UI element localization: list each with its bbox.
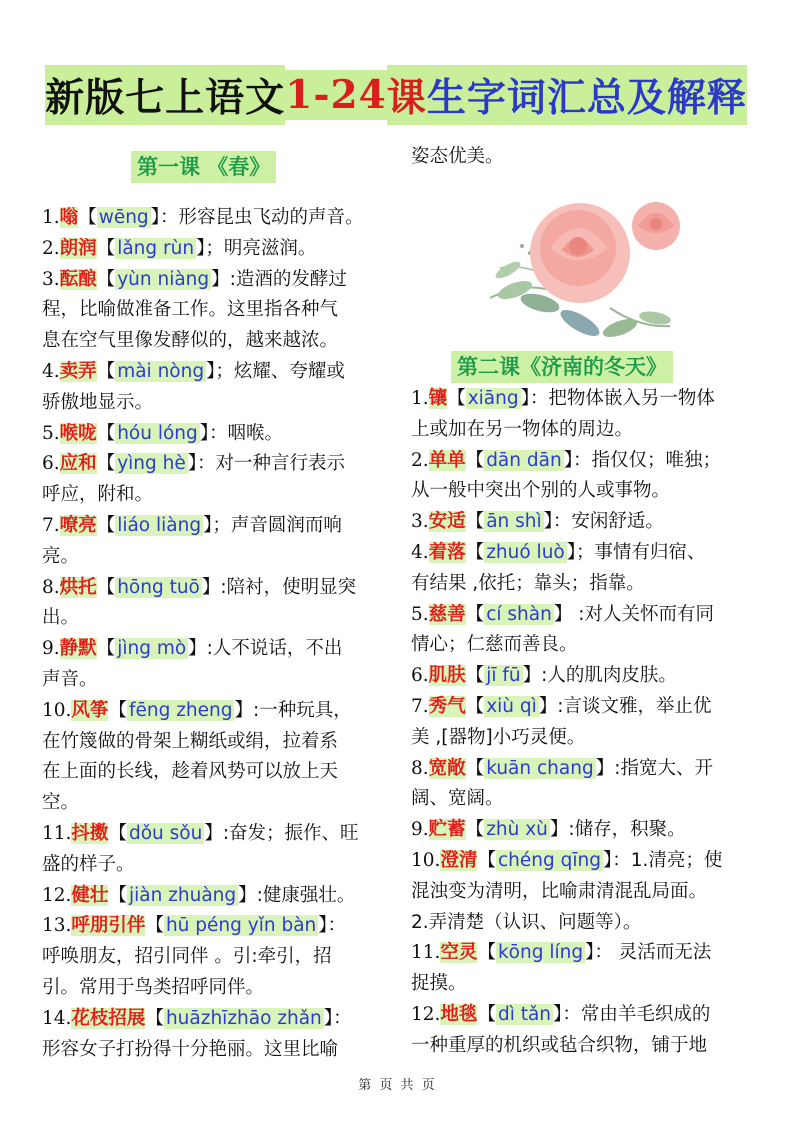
entry-pinyin: hōng tuō: [117, 576, 200, 598]
entry-number: 6.: [411, 665, 429, 687]
entry-number: 9.: [42, 638, 60, 660]
entry-pinyin: zhù xù: [486, 819, 548, 841]
entry-definition-line: 上或加在另一物体的周边。: [411, 418, 634, 440]
entry-word: 空灵: [440, 942, 478, 964]
rose-illustration: [470, 178, 720, 343]
entry-definition: ：1.清亮；使: [612, 850, 723, 871]
vocab-entry: 11.空灵【 kōng líng 】： 灵活而无法 捉摸。: [411, 938, 711, 1000]
vocab-entry: 4.卖弄【 mài nòng 】；炫耀、夸耀或 骄傲地显示。: [42, 357, 345, 419]
entry-word: 应和: [59, 453, 97, 475]
carryover-text: 姿态优美。: [411, 146, 504, 167]
vocab-entry: 1.镶【 xiāng 】：把物体嵌入另一物体 上或加在另一物体的周边。: [411, 384, 715, 446]
entry-definition-line: 阔、宽阔。: [411, 788, 504, 810]
entry-definition: ： 灵活而无法: [594, 942, 712, 964]
entry-definition-line: 骄傲地显示。: [42, 391, 154, 413]
entry-definition: ；声音圆润而响: [212, 515, 342, 536]
entry-pinyin: huāzhīzhāo zhǎn: [165, 1007, 322, 1029]
vocab-entry: 12.地毯【 dì tǎn 】：常由羊毛织成的 一种重厚的机织或毡合织物，铺于地: [411, 1000, 710, 1062]
entry-definition-line: 从一般中突出个别的人或事物。: [411, 480, 671, 502]
vocab-entry: 9.静默【 jìng mò 】:人不说话，不出 声音。: [42, 634, 342, 696]
entry-definition: :一种玩具，: [253, 699, 352, 721]
entry-number: 13.: [42, 915, 72, 937]
title-part-2: 1-24: [285, 72, 387, 118]
entry-pinyin: kōng líng: [497, 942, 584, 964]
page-footer: 第 页 共 页: [358, 1078, 435, 1093]
entry-definition: :奋发；振作、旺: [222, 823, 359, 844]
entry-definition-line: 出。: [42, 607, 80, 629]
vocab-entry: 9.贮蓄【 zhù xù 】:储存，积聚。: [411, 819, 686, 841]
vocab-entry: 6.应和【 yìng hè 】：对一种言行表示 呼应，附和。: [42, 449, 345, 511]
page-title: [32, 66, 760, 124]
entry-definition: ：: [333, 1007, 352, 1029]
vocab-entry: 7.嘹亮【 liáo liàng 】；声音圆润而响 亮。: [42, 511, 342, 573]
entry-word: 秀气: [428, 696, 466, 717]
entry-word: 嗡: [59, 207, 79, 228]
entry-word: 风筝: [71, 699, 109, 721]
entry-word: 宽敞: [428, 757, 466, 779]
entry-definition: ；炫耀、夸耀或: [215, 361, 345, 382]
entry-word: 慈善: [428, 603, 466, 625]
entry-number: 11.: [42, 823, 72, 844]
entry-definition-line: 在上面的长线，趁着风势可以放上天: [42, 761, 339, 783]
entry-word: 酝酿: [59, 268, 97, 290]
entry-definition: ：常由羊毛织成的: [562, 1004, 711, 1025]
entry-pinyin: chéng qīng: [497, 850, 601, 871]
entry-word: 健壮: [71, 884, 109, 906]
lesson2-title: 第二课《济南的冬天》: [451, 351, 673, 383]
entry-definition-line: 呼应，附和。: [42, 484, 154, 506]
vocab-entry: 11.抖擞【 dǒu sǒu 】:奋发；振作、旺 盛的样子。: [42, 819, 359, 881]
entry-definition: ：形容昆虫飞动的声音。: [159, 207, 364, 228]
entry-number: 3.: [42, 268, 60, 290]
entry-word: 朗润: [59, 237, 97, 259]
entry-pinyin: dǒu sǒu: [128, 823, 203, 844]
vocab-entry: 10.风筝【 fēng zheng 】:一种玩具， 在竹篾做的骨架上糊纸或绢，拉着系 在上面的长线，趁着风势可以放上天 空。: [42, 696, 352, 819]
entry-definition: ；明亮滋润。: [205, 237, 317, 259]
entry-word: 烘托: [59, 576, 97, 598]
entry-definition: :储存，积聚。: [568, 819, 686, 841]
lesson1-title: 第一课 《春》: [131, 151, 276, 183]
vocab-entry: 2.单单【 dān dān 】：指仅仅；唯独； 从一般中突出个别的人或事物。: [411, 446, 721, 508]
vocab-entry: 10.澄清【 chéng qīng 】：1.清亮；使 混浊变为清明，比喻肃清混乱局面。 2.弄清楚（认识、问题等）。: [411, 846, 722, 938]
entry-definition: :言谈文雅，举止优: [557, 696, 712, 717]
entry-definition-line: 引。常用于鸟类招呼同伴。: [42, 976, 265, 998]
entry-pinyin: hū péng yǐn bàn: [165, 915, 317, 937]
entry-number: 12.: [42, 884, 72, 906]
entry-pinyin: yìng hè: [117, 453, 186, 475]
entry-pinyin: dān dān: [486, 449, 562, 471]
entry-word: 安适: [428, 511, 466, 533]
entry-pinyin: zhuó luò: [486, 542, 565, 563]
entry-number: 9.: [411, 819, 429, 841]
entry-number: 11.: [411, 942, 441, 964]
entry-number: 4.: [42, 361, 60, 382]
entry-word: 花枝招展: [71, 1007, 146, 1029]
entry-number: 1.: [411, 388, 429, 409]
entry-pinyin: jìng mò: [117, 638, 187, 660]
vocab-entry: 3.安适【 ān shì 】：安闲舒适。: [411, 511, 664, 533]
entry-definition-line: 呼唤朋友，招引同伴 。引:牵引，招: [42, 946, 332, 968]
entry-word: 地毯: [440, 1004, 478, 1025]
vocab-entry: 2.朗润【 lǎng rùn 】；明亮滋润。: [42, 237, 317, 259]
entry-pinyin: dì tǎn: [497, 1004, 552, 1025]
entry-pinyin: cí shàn: [486, 603, 552, 625]
entry-definition: :人的肌肉皮肤。: [541, 665, 677, 687]
entry-definition-line: 美 ,[器物]小巧灵便。: [411, 726, 586, 748]
entry-pinyin: yùn niàng: [117, 268, 210, 290]
entry-word: 澄清: [440, 850, 478, 871]
vocab-entry: 5.慈善【 cí shàn 】 :对人关怀而有同 情心；仁慈而善良。: [411, 600, 714, 662]
entry-definition: ：咽喉。: [209, 422, 284, 444]
entry-definition-line: 混浊变为清明，比喻肃清混乱局面。: [411, 880, 708, 902]
entry-number: 6.: [42, 453, 60, 475]
entry-number: 12.: [411, 1004, 441, 1025]
entry-definition-line: 在竹篾做的骨架上糊纸或绢，拉着系: [42, 730, 339, 752]
entry-number: 4.: [411, 542, 429, 563]
entry-word: 镶: [428, 388, 448, 409]
entry-definition-line: 2.弄清楚（认识、问题等）。: [411, 911, 642, 933]
title-part-1: 新版七上语文: [45, 65, 285, 125]
entry-number: 7.: [42, 515, 60, 536]
title-part-4: 生字词汇总及解释: [427, 65, 747, 125]
entry-number: 10.: [411, 850, 441, 871]
entry-word: 喉咙: [59, 422, 97, 444]
entry-definition: :健康强壮。: [256, 884, 356, 906]
vocab-entry: 7.秀气【 xiù qì 】:言谈文雅，举止优 美 ,[器物]小巧灵便。: [411, 692, 712, 754]
entry-definition-line: 息在空气里像发酵似的，越来越浓。: [42, 330, 339, 352]
vocab-entry: 8.烘托【 hōng tuō 】:陪衬，使明显突 出。: [42, 573, 356, 635]
vocab-entry: 1.嗡【 wēng 】：形容昆虫飞动的声音。: [42, 207, 364, 228]
entry-definition: ：安闲舒适。: [552, 511, 664, 533]
entry-number: 2.: [411, 449, 429, 471]
entry-definition: :人不说话，不出: [206, 638, 343, 660]
entry-pinyin: kuān chang: [486, 757, 594, 779]
entry-definition-line: 空。: [42, 792, 80, 814]
vocab-entry: 4.着落【 zhuó luò 】；事情有归宿、 有结果 ,依托；靠头；指靠。: [411, 538, 706, 600]
entry-word: 卖弄: [59, 361, 97, 382]
entry-number: 7.: [411, 696, 429, 717]
entry-pinyin: fēng zheng: [128, 699, 233, 721]
entry-number: 2.: [42, 237, 60, 259]
entry-word: 贮蓄: [428, 819, 466, 841]
vocab-entry: 5.喉咙【 hóu lóng 】：咽喉。: [42, 422, 284, 444]
entry-pinyin: hóu lóng: [117, 422, 198, 444]
entry-number: 3.: [411, 511, 429, 533]
entry-definition-line: 程，比喻做准备工作。这里指各种气: [42, 299, 339, 321]
vocab-entry: 12.健壮【 jiàn zhuàng 】:健康强壮。: [42, 884, 356, 906]
entry-number: 14.: [42, 1007, 72, 1029]
entry-pinyin: ān shì: [486, 511, 542, 533]
entry-definition: :陪衬，使明显突: [220, 576, 357, 598]
entry-pinyin: xiù qì: [486, 696, 537, 717]
entry-definition-line: 捉摸。: [411, 973, 467, 995]
entry-definition: :对人关怀而有同: [572, 603, 714, 625]
entry-pinyin: mài nòng: [117, 361, 205, 382]
entry-number: 10.: [42, 699, 72, 721]
entry-definition-line: 一种重厚的机织或毡合织物，铺于地: [411, 1034, 708, 1056]
entry-word: 嘹亮: [59, 515, 97, 536]
entry-definition-line: 盛的样子。: [42, 853, 135, 875]
entry-pinyin: wēng: [98, 207, 149, 228]
entry-word: 静默: [59, 638, 97, 660]
entry-definition-line: 形容女子打扮得十分艳丽。这里比喻: [42, 1038, 339, 1060]
entry-definition-line: 有结果 ,依托；靠头；指靠。: [411, 572, 645, 594]
entry-number: 5.: [411, 603, 429, 625]
entry-pinyin: xiāng: [467, 388, 519, 409]
vocab-entry: 8.宽敞【 kuān chang 】:指宽大、开 阔、宽阔。: [411, 754, 713, 816]
entry-definition: :指宽大、开: [614, 757, 713, 779]
vocab-entry: 6.肌肤【 jī fū 】:人的肌肉皮肤。: [411, 665, 677, 687]
entry-definition-line: 声音。: [42, 668, 98, 690]
entry-number: 1.: [42, 207, 60, 228]
vocab-entry: 3.酝酿【 yùn niàng 】:造酒的发酵过 程，比喻做准备工作。这里指各种气 息在空气里像发酵似的，越来越浓。: [42, 265, 347, 357]
entry-definition: :造酒的发酵过: [229, 268, 347, 290]
title-part-3: 课: [387, 65, 427, 125]
entry-definition: ：指仅仅；唯独；: [572, 449, 721, 471]
entry-word: 单单: [428, 449, 466, 471]
entry-word: 呼朋引伴: [71, 915, 146, 937]
vocab-entry: 14.花枝招展【 huāzhīzhāo zhǎn 】： 形容女子打扮得十分艳丽。这里比喻: [42, 1004, 352, 1066]
entry-number: 8.: [411, 757, 429, 779]
entry-definition: ：: [327, 915, 347, 937]
entry-number: 5.: [42, 422, 60, 444]
entry-pinyin: jī fū: [486, 665, 521, 687]
entry-pinyin: jiàn zhuàng: [128, 884, 237, 906]
entry-word: 抖擞: [71, 823, 109, 844]
entry-definition-line: 情心；仁慈而善良。: [411, 634, 578, 656]
entry-definition: ：把物体嵌入另一物体: [529, 388, 715, 409]
entry-word: 肌肤: [428, 665, 466, 687]
entry-pinyin: lǎng rùn: [117, 237, 195, 259]
entry-definition: ；事情有归宿、: [576, 542, 706, 563]
entry-number: 8.: [42, 576, 60, 598]
entry-definition-line: 亮。: [42, 545, 80, 567]
entry-definition: ：对一种言行表示: [197, 453, 346, 475]
vocab-entry: 13.呼朋引伴【 hū péng yǐn bàn 】： 呼唤朋友，招引同伴 。引:牵引，招 引。常用于鸟类招呼同伴。: [42, 911, 346, 1003]
entry-word: 着落: [428, 542, 466, 563]
entry-pinyin: liáo liàng: [117, 515, 202, 536]
